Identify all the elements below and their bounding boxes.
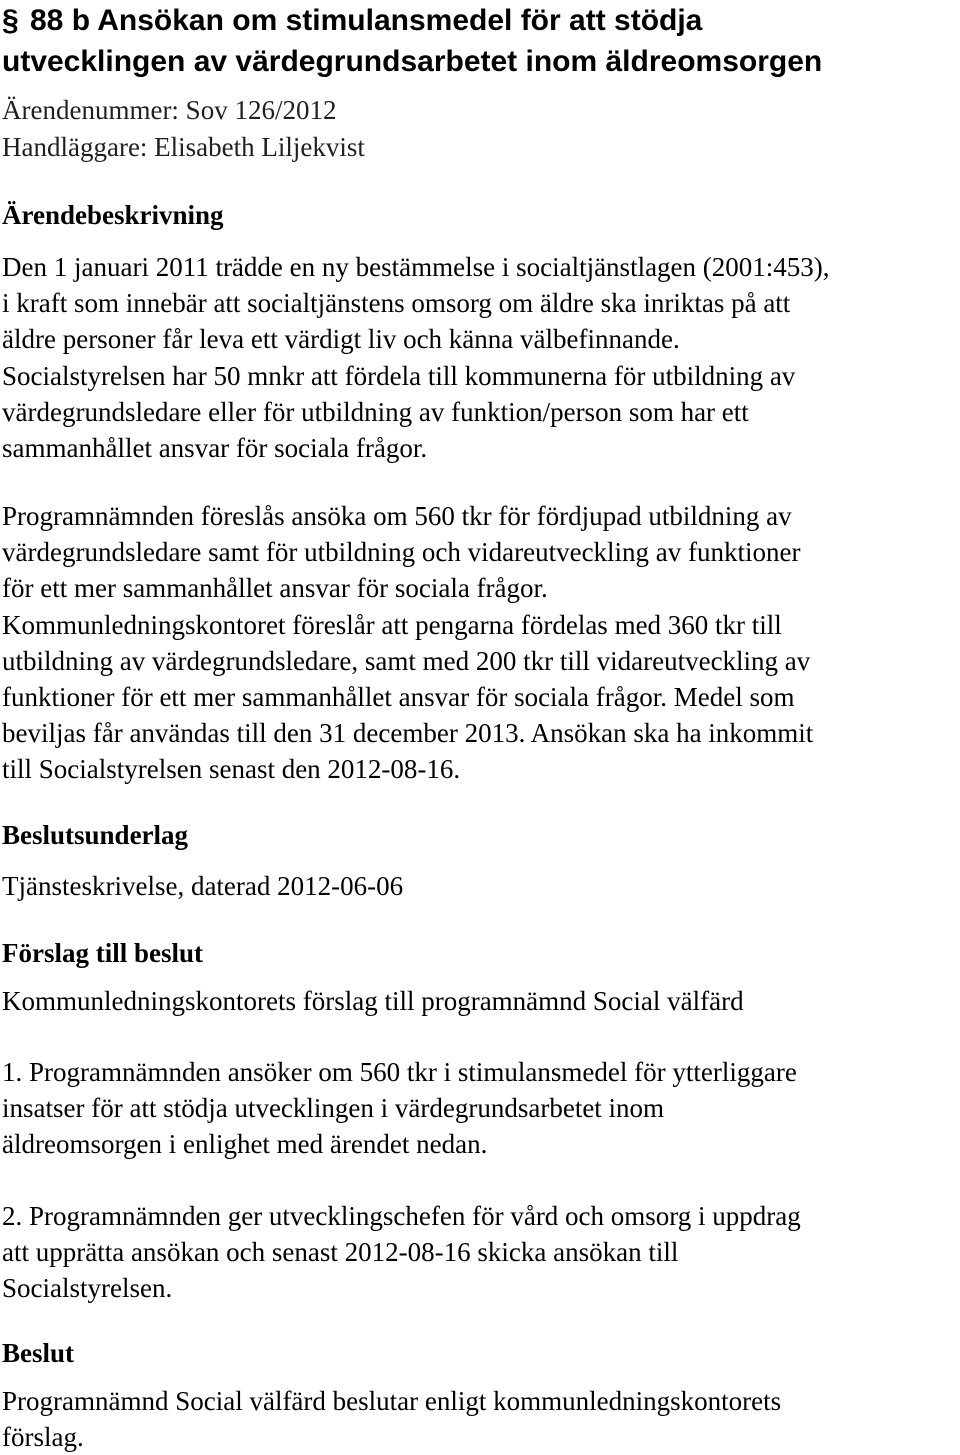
section-mark: §: [2, 4, 19, 37]
title-line-1: 88 b Ansökan om stimulansmedel för att stödja: [30, 4, 703, 37]
decision-heading: Beslut: [2, 1338, 75, 1368]
text-line: värdegrundsledare eller för utbildning av funktion/person som har ett: [2, 396, 749, 427]
text-line: till Socialstyrelsen senast den 2012-08-16.: [2, 754, 461, 785]
text-line: förslag.: [2, 1422, 84, 1453]
text-line: värdegrundsledare samt för utbildning och vidareutveckling av funktioner: [2, 537, 801, 568]
text-line: 2. Programnämnden ger utvecklingschefen för vård och omsorg i uppdrag: [2, 1201, 801, 1231]
text-line: utbildning av värdegrundsledare, samt med 200 tkr till vidareutveckling av: [2, 645, 811, 676]
proposal-item-1: [2, 1054, 960, 1163]
text-line: Tjänsteskrivelse, daterad 2012-06-06: [2, 871, 404, 901]
proposal-heading: Förslag till beslut: [2, 938, 203, 968]
description-paragraph-1: [2, 249, 960, 466]
proposal-item-2: [2, 1198, 960, 1307]
decision-text: [2, 1383, 960, 1455]
text-line: Kommunledningskontorets förslag till programnämnd Social välfärd: [2, 986, 744, 1016]
basis-heading: Beslutsunderlag: [2, 820, 189, 850]
case-number: Ärendenummer: Sov 126/2012: [2, 95, 337, 125]
text-line: Programnämnd Social välfärd beslutar enligt kommunledningskontorets: [2, 1386, 782, 1416]
text-line: Socialstyrelsen.: [2, 1273, 173, 1304]
text-line: Programnämnden föreslås ansöka om 560 tkr för fördjupad utbildning av: [2, 501, 792, 531]
text-line: för ett mer sammanhållet ansvar för sociala frågor.: [2, 573, 548, 604]
text-line: äldreomsorgen i enlighet med ärendet nedan.: [2, 1129, 488, 1160]
description-paragraph-2: [2, 498, 960, 788]
text-line: att upprätta ansökan och senast 2012-08-16 skicka ansökan till: [2, 1237, 679, 1268]
text-line: Socialstyrelsen har 50 mnkr att fördela till kommunerna för utbildning av: [2, 360, 796, 391]
text-line: i kraft som innebär att socialtjänstens omsorg om äldre ska inriktas på att: [2, 288, 791, 319]
document-title: [2, 0, 958, 82]
text-line: sammanhållet ansvar för sociala frågor.: [2, 433, 428, 464]
basis-text: [2, 868, 960, 904]
description-heading: Ärendebeskrivning: [2, 200, 224, 230]
text-line: funktioner för ett mer sammanhållet ansvar för sociala frågor. Medel som: [2, 682, 795, 713]
case-handler: Handläggare: Elisabeth Liljekvist: [2, 132, 365, 162]
title-line-2: utvecklingen av värdegrundsarbetet inom äldreomsorgen: [2, 45, 823, 78]
text-line: Den 1 januari 2011 trädde en ny bestämmelse i socialtjänstlagen (2001:453),: [2, 252, 830, 282]
proposal-intro: [2, 983, 960, 1019]
text-line: insatser för att stödja utvecklingen i värdegrundsarbetet inom: [2, 1093, 665, 1124]
text-line: 1. Programnämnden ansöker om 560 tkr i stimulansmedel för ytterliggare: [2, 1057, 797, 1087]
text-line: Kommunledningskontoret föreslår att pengarna fördelas med 360 tkr till: [2, 609, 782, 640]
text-line: beviljas får användas till den 31 december 2013. Ansökan ska ha inkommit: [2, 718, 814, 749]
text-line: äldre personer får leva ett värdigt liv och känna välbefinnande.: [2, 324, 680, 355]
